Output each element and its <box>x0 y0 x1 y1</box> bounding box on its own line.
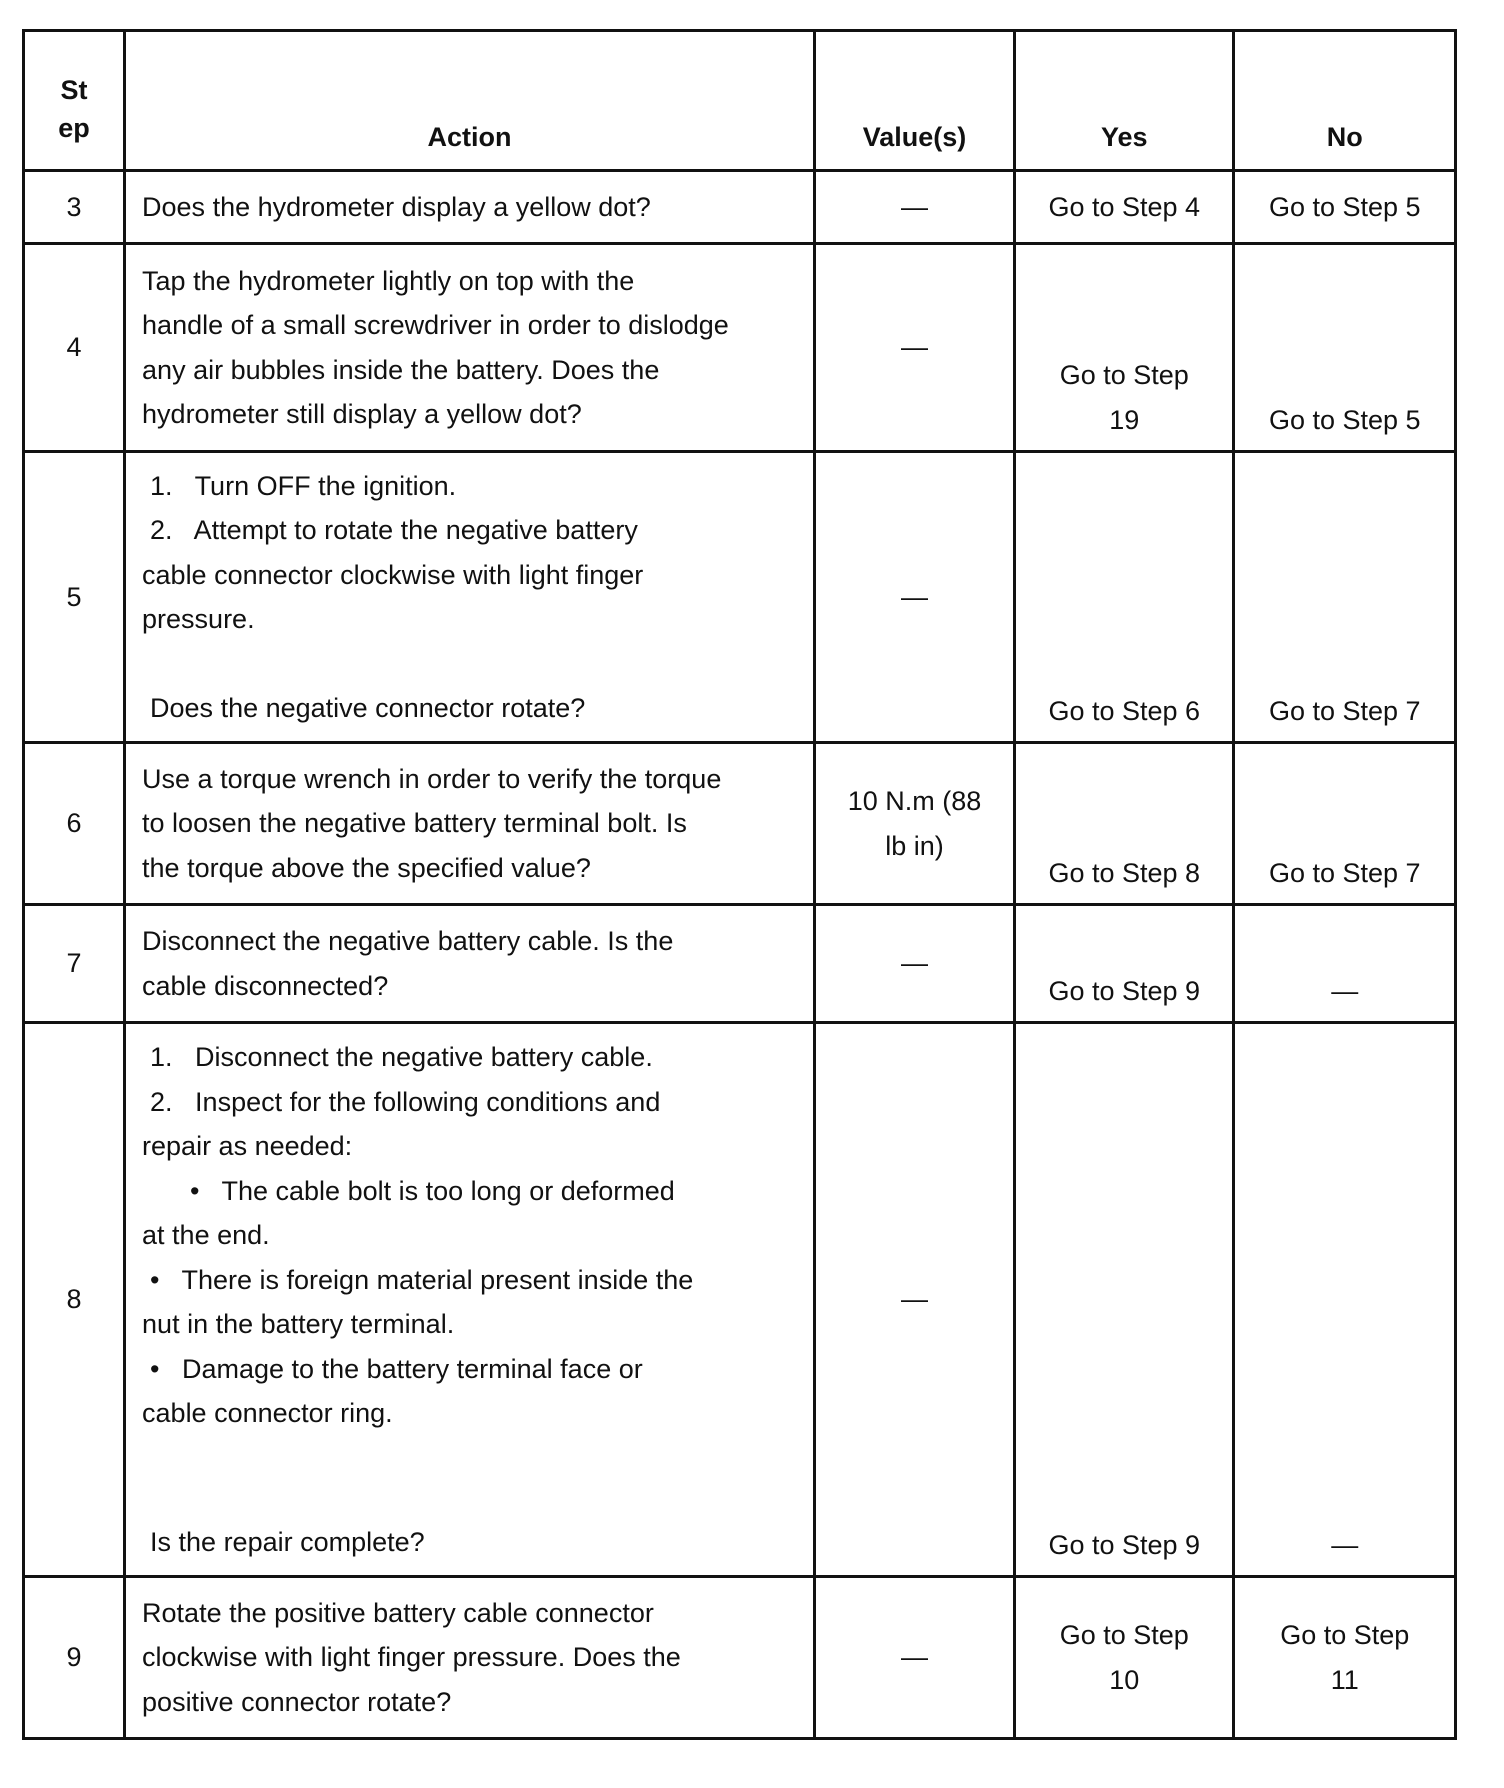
header-row <box>24 31 1456 171</box>
action-line: the torque above the specified value? <box>142 852 591 883</box>
value-cell: — <box>815 171 1015 244</box>
no-cell: — <box>1234 1023 1456 1577</box>
action-text <box>125 905 815 1023</box>
diagnostic-table <box>22 29 1457 1740</box>
header-values: Value(s) <box>815 31 1015 171</box>
step-number: 6 <box>24 743 125 905</box>
table-row <box>24 171 1456 244</box>
yes-cell <box>1015 1577 1234 1739</box>
yes-line: 10 <box>1109 1664 1140 1695</box>
step-number: 9 <box>24 1577 125 1739</box>
header-step-line1: St <box>60 74 88 105</box>
action-question: Does the negative connector rotate? <box>150 692 586 723</box>
action-text <box>125 452 815 743</box>
value-cell <box>815 743 1015 905</box>
action-text <box>125 171 815 244</box>
action-text <box>125 743 815 905</box>
action-line: Disconnect the negative battery cable. Is the <box>142 926 674 956</box>
value-cell: — <box>815 452 1015 743</box>
no-cell: Go to Step 7 <box>1234 743 1456 905</box>
action-line: hydrometer still display a yellow dot? <box>142 399 582 429</box>
yes-cell: Go to Step 8 <box>1015 743 1234 905</box>
action-line: handle of a small screwdriver in order to dislodge <box>142 310 729 340</box>
value-line: 10 N.m (88 <box>847 786 982 816</box>
action-line: nut in the battery terminal. <box>142 1309 455 1339</box>
no-line: Go to Step <box>1280 1620 1410 1650</box>
action-line: at the end. <box>142 1220 270 1250</box>
no-cell: Go to Step 7 <box>1234 452 1456 743</box>
spacer <box>142 1436 799 1520</box>
action-line: Does the hydrometer display a yellow dot? <box>142 191 651 222</box>
spacer <box>142 642 799 686</box>
action-line: cable disconnected? <box>142 970 389 1001</box>
table-row <box>24 743 1456 905</box>
action-line: any air bubbles inside the battery. Does the <box>142 354 660 385</box>
action-line: Rotate the positive battery cable connector <box>142 1597 654 1628</box>
action-line: 2. Inspect for the following conditions and <box>150 1086 661 1117</box>
action-line: • The cable bolt is too long or deformed <box>190 1175 675 1206</box>
no-cell: Go to Step 5 <box>1234 244 1456 452</box>
yes-cell: Go to Step 9 <box>1015 905 1234 1023</box>
yes-line: Go to Step <box>1059 360 1189 390</box>
step-number: 4 <box>24 244 125 452</box>
table-row <box>24 244 1456 452</box>
table-row <box>24 1023 1456 1577</box>
step-number: 5 <box>24 452 125 743</box>
yes-cell: Go to Step 6 <box>1015 452 1234 743</box>
header-no: No <box>1234 31 1456 171</box>
header-step-line2: ep <box>58 112 90 143</box>
header-action: Action <box>125 31 815 171</box>
value-cell: — <box>815 244 1015 452</box>
action-line: pressure. <box>142 604 255 635</box>
action-line: • Damage to the battery terminal face or <box>150 1353 643 1384</box>
action-text <box>125 1023 815 1577</box>
action-line: 1. Disconnect the negative battery cable. <box>150 1042 653 1072</box>
action-line: Tap the hydrometer lightly on top with the <box>142 265 635 296</box>
value-line: lb in) <box>885 830 944 861</box>
yes-cell: Go to Step 4 <box>1015 171 1234 244</box>
yes-line: Go to Step <box>1059 1620 1189 1650</box>
value-cell: — <box>815 1023 1015 1577</box>
step-number: 7 <box>24 905 125 1023</box>
table-row <box>24 905 1456 1023</box>
action-line: Use a torque wrench in order to verify the torque <box>142 763 722 794</box>
action-line: cable connector clockwise with light finger <box>142 559 644 590</box>
action-line: 1. Turn OFF the ignition. <box>150 470 457 501</box>
header-yes: Yes <box>1015 31 1234 171</box>
value-cell: — <box>815 1577 1015 1739</box>
action-question: Is the repair complete? <box>150 1526 425 1557</box>
yes-line: 19 <box>1109 404 1140 435</box>
action-text <box>125 244 815 452</box>
action-line: to loosen the negative battery terminal bolt. Is <box>142 808 687 839</box>
step-number: 8 <box>24 1023 125 1577</box>
action-line: clockwise with light finger pressure. Does the <box>142 1642 681 1673</box>
step-number: 3 <box>24 171 125 244</box>
value-cell: — <box>815 905 1015 1023</box>
table-row <box>24 1577 1456 1739</box>
no-cell: — <box>1234 905 1456 1023</box>
no-cell: Go to Step 5 <box>1234 171 1456 244</box>
no-line: 11 <box>1330 1664 1359 1695</box>
action-line: cable connector ring. <box>142 1398 393 1428</box>
action-line: repair as needed: <box>142 1131 353 1161</box>
no-cell <box>1234 1577 1456 1739</box>
header-step <box>24 31 125 171</box>
action-line: • There is foreign material present inside the <box>150 1264 694 1295</box>
action-line: positive connector rotate? <box>142 1686 452 1717</box>
yes-cell <box>1015 244 1234 452</box>
yes-cell: Go to Step 9 <box>1015 1023 1234 1577</box>
table-row <box>24 452 1456 743</box>
action-text <box>125 1577 815 1739</box>
action-line: 2. Attempt to rotate the negative battery <box>150 515 638 546</box>
